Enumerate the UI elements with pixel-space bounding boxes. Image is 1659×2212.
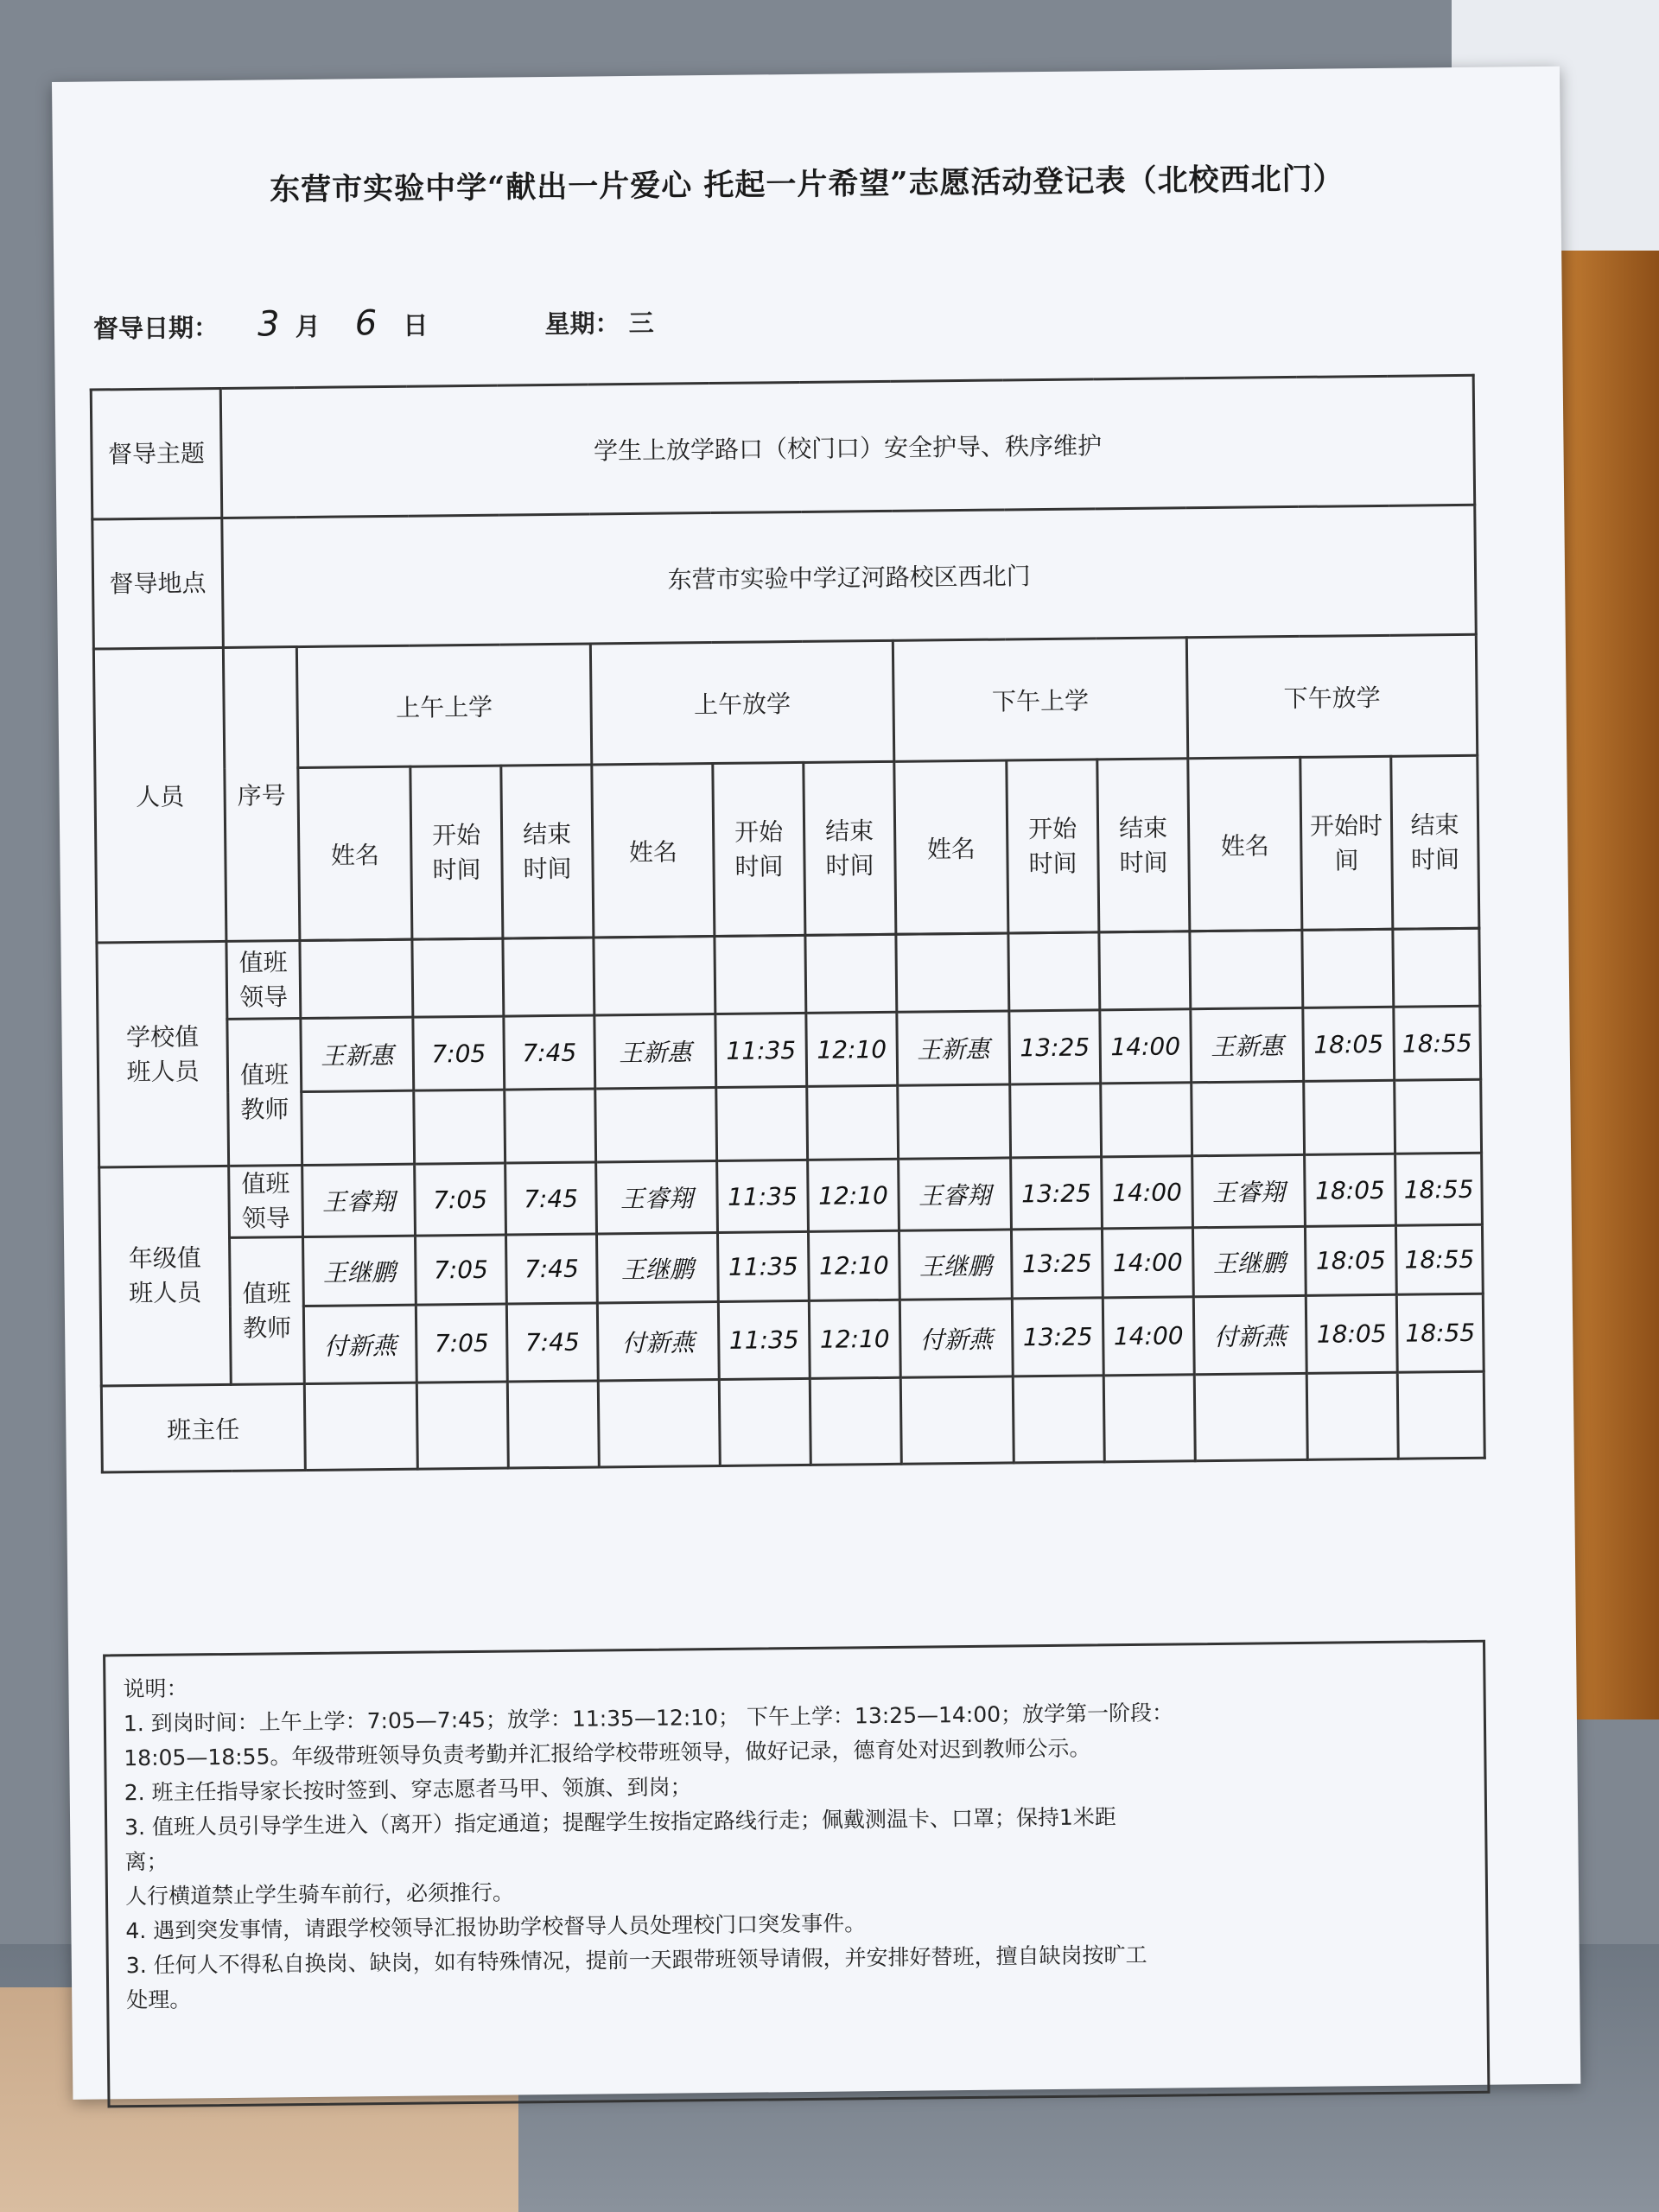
start-header: 开始时间 — [1007, 760, 1099, 933]
entry-name: 王新惠 — [594, 1014, 716, 1089]
entry-start: 7:05 — [415, 1163, 506, 1236]
period-header: 上午上学 — [296, 644, 591, 768]
notes-line: 说明： — [123, 1675, 188, 1702]
empty-cell — [715, 935, 806, 1014]
notes-line: 人行横道禁止学生骑车前行，必须推行。 — [124, 1879, 515, 1910]
notes-line: 1. 到岗时间：上午上学：7:05—7:45；放学：11:35—12:10； 下午上学：13:25—14:00；放学第一阶段： — [123, 1700, 1174, 1737]
entry-name: 王继鹏 — [1192, 1226, 1306, 1296]
empty-cell — [594, 937, 715, 1015]
empty-cell — [1008, 932, 1100, 1011]
entry-end: 7:45 — [504, 1015, 595, 1090]
date-day-unit: 日 — [403, 310, 429, 340]
entry-end: 18:55 — [1395, 1153, 1483, 1225]
notes-line: 2. 班主任指导家长按时签到、穿志愿者马甲、领旗、到岗； — [124, 1774, 692, 1806]
group-school: 学校值班人员 — [97, 941, 229, 1167]
empty-cell — [412, 938, 504, 1017]
entry-name: 王继鹏 — [303, 1236, 416, 1306]
empty-cell — [900, 1376, 1014, 1464]
empty-cell — [807, 1085, 899, 1160]
date-label: 督导日期： — [92, 312, 219, 344]
personnel-header: 人员 — [93, 647, 226, 943]
empty-cell — [302, 1090, 415, 1165]
empty-cell — [810, 1377, 901, 1465]
entry-start: 7:05 — [416, 1235, 507, 1305]
seq-header: 序号 — [223, 647, 300, 942]
entry-name: 王新惠 — [897, 1011, 1010, 1085]
weekday-label: 星期： — [544, 308, 620, 340]
entry-name: 王继鹏 — [899, 1230, 1012, 1300]
start-header: 开始时间 — [713, 762, 805, 936]
entry-end: 14:00 — [1102, 1156, 1193, 1229]
registration-form-paper — [52, 67, 1580, 2100]
entry-end: 7:45 — [506, 1303, 598, 1382]
role-leader: 值班领导 — [226, 941, 301, 1020]
empty-cell — [1103, 1375, 1195, 1462]
entry-start: 7:05 — [413, 1016, 505, 1090]
group-grade: 年级值班人员 — [99, 1166, 232, 1386]
duty-table — [90, 374, 1486, 1474]
role-teacher: 值班教师 — [230, 1237, 305, 1385]
entry-start: 18:05 — [1305, 1154, 1396, 1226]
empty-cell — [898, 1084, 1011, 1159]
notes-section — [103, 1640, 1490, 2108]
entry-end: 14:00 — [1102, 1228, 1193, 1298]
empty-cell — [503, 938, 594, 1016]
empty-cell — [416, 1382, 508, 1469]
role-leader: 值班领导 — [229, 1166, 303, 1238]
start-header: 开始时间 — [410, 766, 503, 939]
period-header: 上午放学 — [590, 640, 893, 765]
head-teacher-label: 班主任 — [101, 1384, 305, 1472]
empty-cell — [595, 1088, 717, 1162]
end-header: 结束时间 — [1391, 755, 1479, 929]
notes-line: 处理。 — [126, 1986, 192, 2013]
entry-start: 18:05 — [1306, 1294, 1397, 1373]
empty-cell — [1304, 1080, 1395, 1154]
empty-cell — [896, 933, 1009, 1012]
notes-line: 3. 任何人不得私自换岗、缺岗，如有特殊情况，提前一天跟带班领导请假，并安排好替班，擅自缺岗按旷工 — [125, 1942, 1147, 1979]
entry-cell — [300, 939, 413, 1018]
entry-start: 18:05 — [1305, 1225, 1396, 1295]
place-value: 东营市实验中学辽河路校区西北门 — [222, 505, 1477, 647]
entry-name: 王新惠 — [301, 1017, 414, 1091]
date-month-unit: 月 — [295, 311, 321, 342]
name-header: 姓名 — [298, 766, 412, 940]
entry-start: 11:35 — [718, 1300, 810, 1379]
entry-start: 13:25 — [1009, 1010, 1101, 1084]
end-header: 结束时间 — [804, 761, 896, 935]
entry-end: 12:10 — [806, 1012, 898, 1086]
empty-cell — [1397, 1371, 1484, 1459]
date-day: 6 — [354, 303, 378, 344]
entry-name: 王睿翔 — [596, 1161, 718, 1234]
empty-cell — [1395, 1079, 1482, 1154]
entry-start: 11:35 — [717, 1160, 809, 1232]
entry-end: 12:10 — [809, 1300, 900, 1378]
entry-name: 付新燕 — [1193, 1295, 1306, 1374]
weekday-value: 三 — [628, 308, 654, 339]
period-header: 下午上学 — [893, 638, 1187, 762]
entry-name: 付新燕 — [899, 1299, 1013, 1377]
empty-cell — [1013, 1376, 1104, 1463]
notes-line: 18:05—18:55。年级带班领导负责考勤并汇报给学校带班领导，做好记录，德育处对迟到教师公示。 — [124, 1735, 1091, 1771]
empty-cell — [1190, 930, 1303, 1008]
entry-end: 18:55 — [1394, 1006, 1481, 1080]
date-line — [93, 301, 654, 346]
entry-end: 18:55 — [1396, 1294, 1484, 1372]
entry-end: 14:00 — [1103, 1297, 1194, 1376]
entry-end: 14:00 — [1100, 1009, 1192, 1084]
empty-cell — [1192, 1081, 1305, 1155]
empty-cell — [505, 1089, 596, 1163]
empty-cell — [1101, 1083, 1192, 1157]
notes-line: 4. 遇到突发事情，请跟学校领导汇报协助学校督导人员处理校门口突发事件。 — [125, 1910, 867, 1944]
start-header: 开始时间 — [1300, 756, 1393, 930]
entry-name: 王睿翔 — [302, 1164, 416, 1236]
entry-end: 12:10 — [808, 1159, 899, 1231]
empty-cell — [1099, 931, 1191, 1010]
entry-name: 王继鹏 — [596, 1233, 718, 1303]
end-header: 结束时间 — [1097, 759, 1190, 932]
entry-name: 王睿翔 — [899, 1158, 1012, 1230]
entry-name: 王睿翔 — [1192, 1154, 1306, 1227]
empty-cell — [1010, 1084, 1102, 1158]
empty-cell — [598, 1379, 720, 1466]
name-header: 姓名 — [592, 764, 715, 938]
empty-cell — [716, 1086, 808, 1160]
entry-end: 7:45 — [505, 1162, 597, 1235]
entry-name: 王新惠 — [1191, 1007, 1304, 1082]
empty-cell — [1302, 929, 1394, 1007]
name-header: 姓名 — [1188, 757, 1302, 931]
entry-start: 13:25 — [1011, 1157, 1103, 1230]
entry-start: 13:25 — [1012, 1298, 1103, 1376]
empty-cell — [719, 1378, 810, 1465]
entry-name: 付新燕 — [303, 1305, 416, 1383]
entry-start: 7:05 — [416, 1304, 507, 1382]
empty-cell — [304, 1382, 417, 1470]
entry-start: 11:35 — [715, 1013, 807, 1087]
entry-end: 12:10 — [808, 1230, 899, 1300]
empty-cell — [1306, 1372, 1398, 1459]
name-header: 姓名 — [894, 760, 1008, 934]
notes-line: 3. 值班人员引导学生进入（离开）指定通道；提醒学生按指定路线行走；佩戴测温卡、口罩；保持1米距 — [124, 1804, 1116, 1840]
end-header: 结束时间 — [501, 765, 594, 938]
role-teacher: 值班教师 — [227, 1019, 302, 1166]
empty-cell — [414, 1090, 505, 1164]
entry-name: 付新燕 — [597, 1302, 719, 1381]
empty-cell — [1393, 928, 1480, 1007]
place-label: 督导地点 — [92, 518, 224, 649]
entry-start: 18:05 — [1303, 1007, 1395, 1081]
entry-end: 18:55 — [1395, 1224, 1483, 1294]
date-month: 3 — [257, 304, 280, 345]
form-title: 东营市实验中学“献出一片爱心 托起一片希望”志愿活动登记表（北校西北门） — [269, 161, 1344, 208]
theme-value: 学生上放学路口（校门口）安全护导、秩序维护 — [220, 375, 1475, 518]
entry-start: 13:25 — [1011, 1229, 1103, 1299]
entry-start: 11:35 — [717, 1231, 809, 1301]
empty-cell — [805, 934, 897, 1013]
empty-cell — [507, 1381, 599, 1468]
entry-end: 7:45 — [505, 1234, 597, 1304]
empty-cell — [1194, 1373, 1307, 1460]
theme-label: 督导主题 — [91, 388, 222, 519]
notes-line: 离； — [124, 1848, 168, 1875]
period-header: 下午放学 — [1186, 634, 1478, 759]
